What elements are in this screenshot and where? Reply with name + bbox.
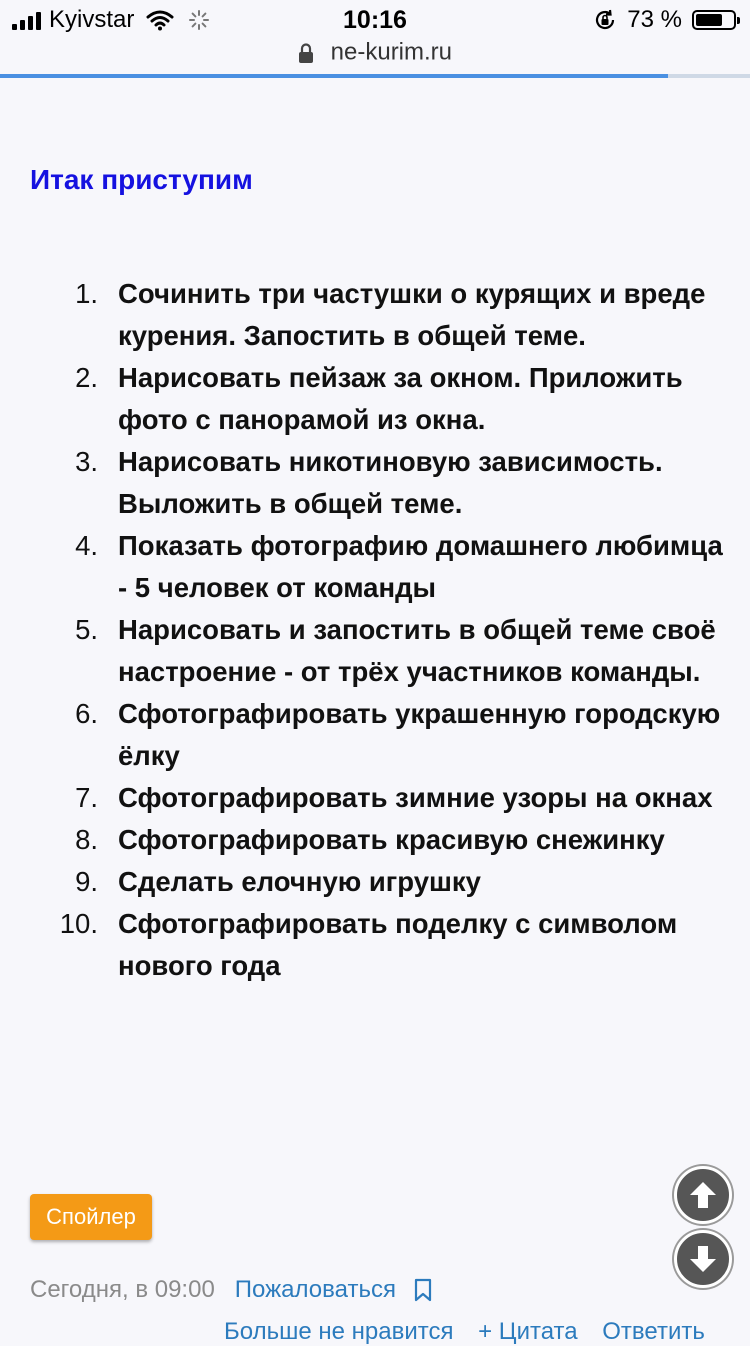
list-item-text: Показать фотографию домашнего любимца - 5 человек от команды xyxy=(118,530,723,603)
list-item-text: Сфотографировать поделку с символом нового года xyxy=(118,908,678,981)
post-actions xyxy=(224,1318,723,1346)
page-load-progress xyxy=(0,74,668,78)
clock: 10:16 xyxy=(343,6,407,34)
list-item-number: 4. xyxy=(75,530,98,561)
reply-link[interactable]: Ответить xyxy=(602,1318,705,1345)
arrow-down-icon xyxy=(687,1243,719,1275)
scroll-down-button[interactable] xyxy=(674,1230,732,1288)
carrier-name: Kyivstar xyxy=(49,6,135,33)
list-item-text: Сделать елочную игрушку xyxy=(118,866,481,897)
list-item-number: 9. xyxy=(75,866,98,897)
list-item xyxy=(0,273,750,357)
lock-icon xyxy=(298,42,314,64)
list-item-number: 1. xyxy=(75,278,98,309)
list-item-text: Сочинить три частушки о курящих и вреде курения. Запостить в общей теме. xyxy=(118,278,706,351)
status-right xyxy=(593,6,736,34)
section-title: Итак приступим xyxy=(30,164,253,195)
page-load-progress-track xyxy=(668,74,750,78)
spoiler-button[interactable]: Спойлер xyxy=(30,1194,152,1240)
post-meta xyxy=(30,1276,432,1304)
url-domain: ne-kurim.ru xyxy=(330,38,453,66)
list-item xyxy=(0,609,750,693)
list-item-number: 6. xyxy=(75,698,98,729)
battery-icon xyxy=(692,10,736,30)
rotation-lock-icon xyxy=(593,8,617,32)
arrow-up-icon xyxy=(687,1179,719,1211)
list-item xyxy=(0,693,750,777)
list-item-text: Сфотографировать украшенную городскую ёлку xyxy=(118,698,721,771)
list-item xyxy=(0,441,750,525)
scroll-up-button[interactable] xyxy=(674,1166,732,1224)
list-item xyxy=(0,777,750,819)
quote-link[interactable]: + Цитата xyxy=(478,1318,578,1345)
list-item-text: Нарисовать пейзаж за окном. Приложить фото с панорамой из окна. xyxy=(118,362,683,435)
list-item-number: 5. xyxy=(75,614,98,645)
list-item-number: 10. xyxy=(59,908,98,939)
bookmark-icon[interactable] xyxy=(414,1278,432,1302)
list-item-number: 2. xyxy=(75,362,98,393)
list-item xyxy=(0,903,750,987)
list-item xyxy=(0,861,750,903)
list-item-number: 7. xyxy=(75,782,98,813)
list-item-number: 3. xyxy=(75,446,98,477)
url-bar[interactable] xyxy=(0,38,750,74)
battery-level xyxy=(696,14,722,26)
post-date: Сегодня, в 09:00 xyxy=(30,1276,215,1303)
list-item xyxy=(0,819,750,861)
battery-percent: 73 % xyxy=(627,6,682,33)
list-item-text: Нарисовать и запостить в общей теме своё настроение - от трёх участников команды. xyxy=(118,614,716,687)
list-item-text: Нарисовать никотиновую зависимость. Выложить в общей теме. xyxy=(118,446,663,519)
list-item xyxy=(0,357,750,441)
list-item xyxy=(0,525,750,609)
list-item-text: Сфотографировать красивую снежинку xyxy=(118,824,665,855)
unlike-link[interactable]: Больше не нравится xyxy=(224,1318,454,1345)
status-bar xyxy=(0,0,750,40)
report-link[interactable]: Пожаловаться xyxy=(234,1276,396,1303)
list-item-text: Сфотографировать зимние узоры на окнах xyxy=(118,782,713,813)
task-list xyxy=(0,273,750,987)
list-item-number: 8. xyxy=(75,824,98,855)
